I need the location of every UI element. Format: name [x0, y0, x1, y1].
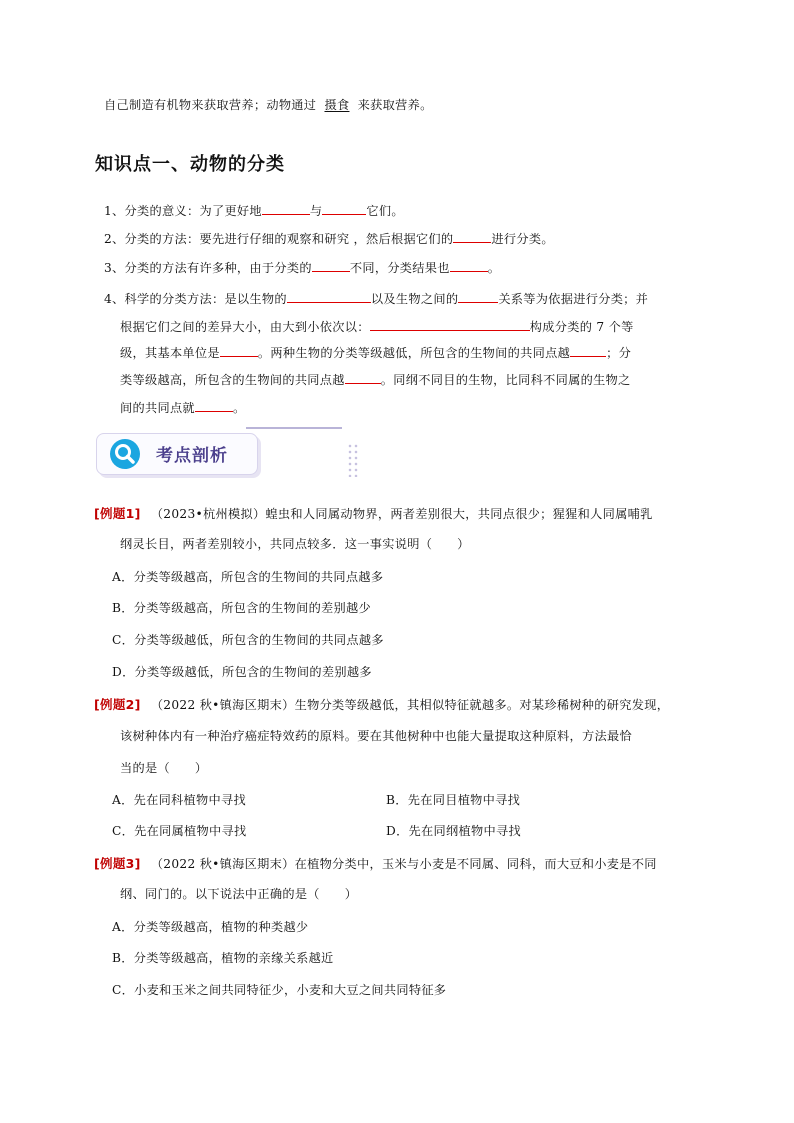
point-1: 1、分类的意义：为了更好地 与 它们。	[104, 204, 404, 218]
point-3: 3、分类的方法有许多种，由于分类的 不同，分类结果也 。	[104, 261, 501, 275]
example-tag: [例题3]	[94, 856, 141, 871]
example-1-option-d[interactable]: D．分类等级越低，所包含的生物间的差别越多	[112, 665, 372, 679]
blank[interactable]	[370, 319, 530, 331]
kaodian-banner	[96, 433, 264, 481]
blank[interactable]	[453, 231, 491, 243]
blank[interactable]	[458, 291, 498, 303]
intro-line: 自己制造有机物来获取营养；动物通过 摄食 来获取营养。	[104, 98, 433, 112]
blank[interactable]	[345, 372, 381, 384]
example-3-line-1: [例题3] （2022 秋•镇海区期末）在植物分类中，玉米与小麦是不同属、同科，而大豆和小麦是不同	[94, 856, 657, 871]
point-4-line-2: 根据它们之间的差异大小，由大到小依次以： 构成分类的 7 个等	[120, 320, 634, 334]
blank[interactable]	[220, 345, 258, 357]
point-4-line-1: 4、科学的分类方法：是以生物的 以及生物之间的 关系等为依据进行分类；并	[104, 292, 649, 306]
blank[interactable]	[450, 260, 488, 272]
example-1-option-b[interactable]: B．分类等级越高，所包含的生物间的差别越少	[112, 601, 372, 615]
banner-decoration-dots	[347, 443, 359, 477]
blank[interactable]	[312, 260, 350, 272]
example-1-line-2: 纲灵长目，两者差别较小，共同点较多．这一事实说明（ ）	[120, 537, 470, 551]
example-3-option-c[interactable]: C．小麦和玉米之间共同特征少，小麦和大豆之间共同特征多	[112, 983, 447, 997]
blank[interactable]	[287, 291, 371, 303]
blank[interactable]	[322, 203, 366, 215]
example-tag: [例题1]	[94, 506, 141, 521]
example-2-line-2: 该树种体内有一种治疗癌症特效药的原料。要在其他树种中也能大量提取这种原料，方法最恰	[120, 729, 632, 743]
magnifier-glyph	[110, 439, 140, 469]
point-2: 2、分类的方法：要先进行仔细的观察和研究 ，然后根据它们的 进行分类。	[104, 232, 554, 246]
example-3-option-a[interactable]: A．分类等级越高，植物的种类越少	[112, 920, 309, 934]
point-4-line-4: 类等级越高，所包含的生物间的共同点越 。同纲不同目的生物，比同科不同属的生物之	[120, 373, 631, 387]
blank[interactable]	[570, 345, 606, 357]
example-3-line-2: 纲、同门的。以下说法中正确的是（ ）	[120, 887, 358, 901]
example-2-line-1: [例题2] （2022 秋•镇海区期末）生物分类等级越低，其相似特征就越多。对某珍稀树种的研究发现，	[94, 697, 670, 712]
search-magnifier-icon	[110, 439, 140, 469]
example-2-option-c[interactable]: C．先在同属植物中寻找	[112, 824, 247, 838]
blank[interactable]	[262, 203, 310, 215]
example-tag: [例题2]	[94, 697, 141, 712]
blank[interactable]	[195, 400, 233, 412]
example-2-option-d[interactable]: D．先在同纲植物中寻找	[386, 824, 521, 838]
example-1-option-a[interactable]: A．分类等级越高，所包含的生物间的共同点越多	[112, 570, 384, 584]
point-4-line-3: 级，其基本单位是 。两种生物的分类等级越低，所包含的生物间的共同点越 ；分	[120, 346, 632, 360]
example-2-option-b[interactable]: B．先在同目植物中寻找	[386, 793, 521, 807]
example-2-option-a[interactable]: A．先在同科植物中寻找	[112, 793, 246, 807]
example-3-option-b[interactable]: B．分类等级越高，植物的亲缘关系越近	[112, 951, 334, 965]
filled-answer: 摄食	[324, 98, 350, 112]
point-4-line-5: 间的共同点就 。	[120, 401, 246, 415]
example-1-option-c[interactable]: C．分类等级越低，所包含的生物间的共同点越多	[112, 633, 384, 647]
example-2-line-3: 当的是（ ）	[120, 761, 208, 775]
section-title: 知识点一、动物的分类	[95, 154, 285, 175]
banner-decoration-line	[246, 427, 342, 429]
example-1-line-1: [例题1] （2023•杭州模拟）蝗虫和人同属动物界，两者差别很大，共同点很少；猩猩和人同属哺乳	[94, 506, 653, 521]
banner-label: 考点剖析	[156, 446, 228, 466]
